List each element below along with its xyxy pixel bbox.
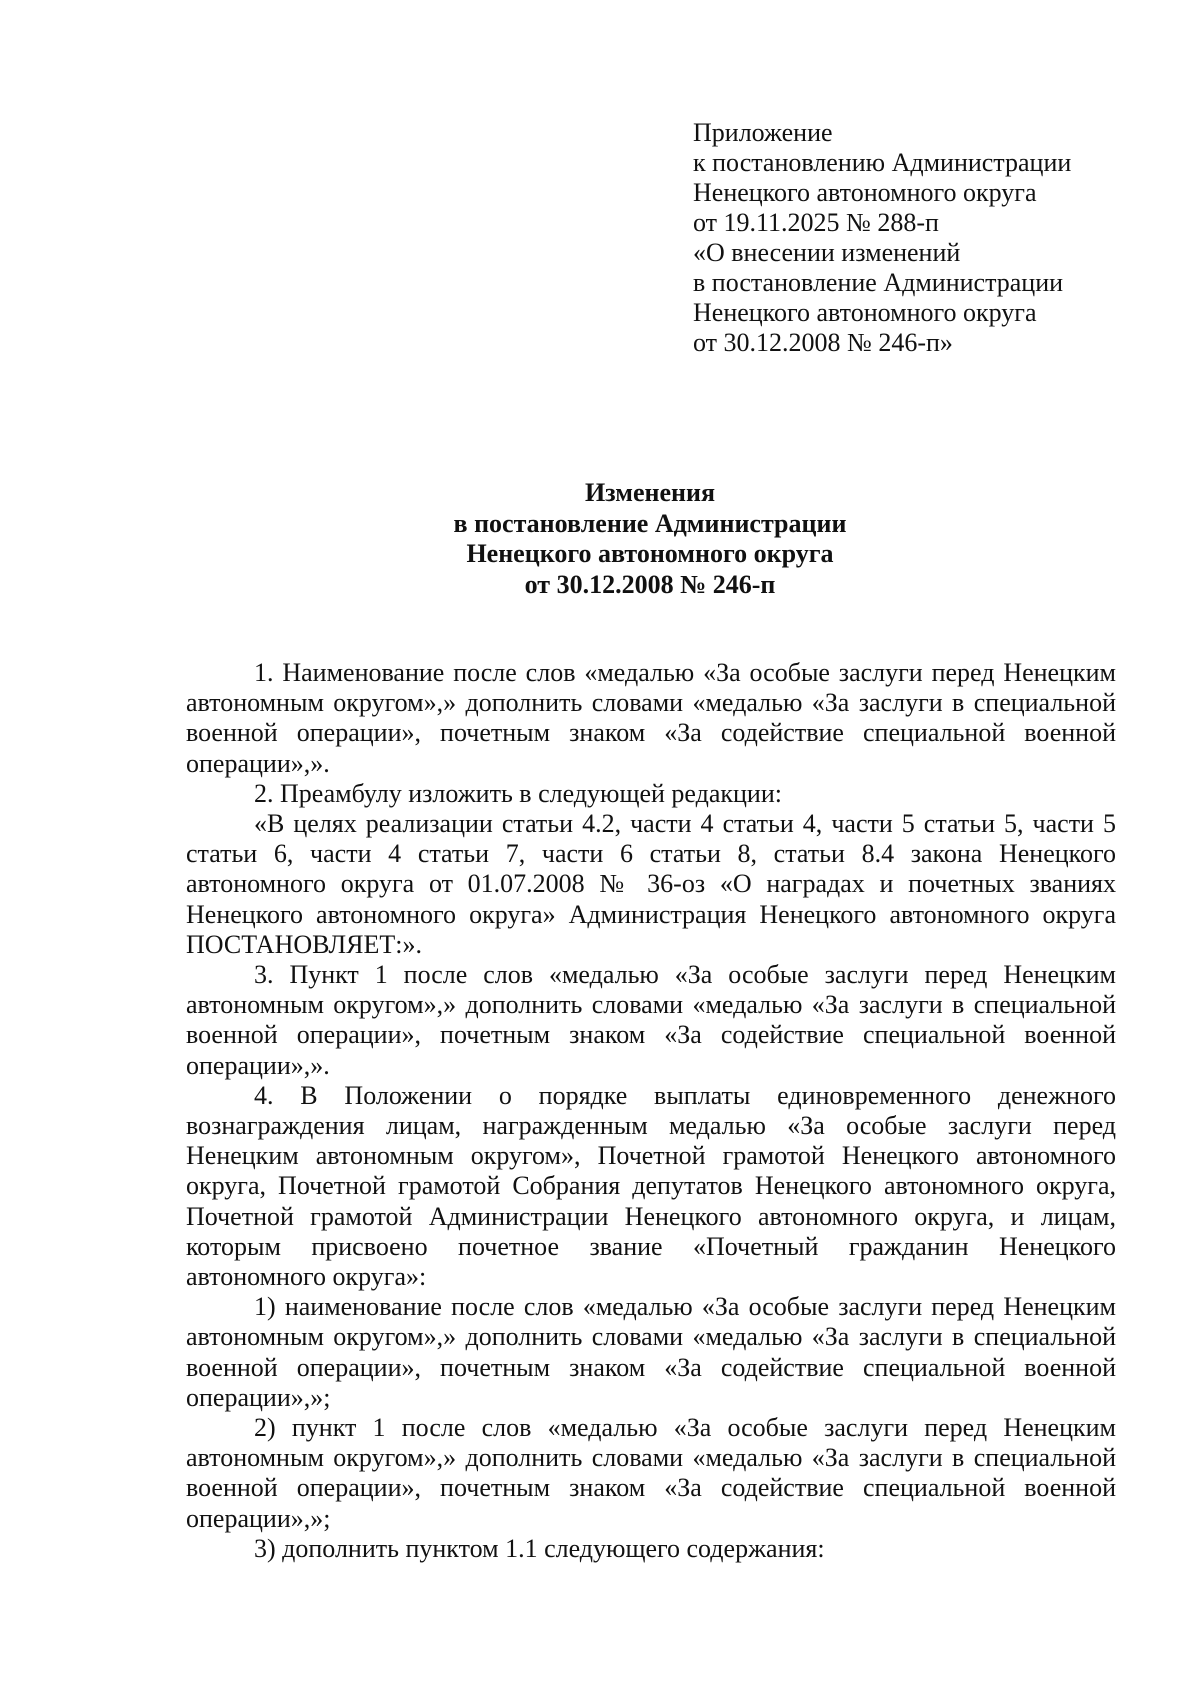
appendix-line: от 19.11.2025 № 288-п <box>693 208 939 237</box>
appendix-line: «О внесении изменений <box>693 238 961 267</box>
appendix-line: к постановлению Администрации <box>693 148 1072 177</box>
title-line: Изменения <box>584 478 716 507</box>
paragraph-item-2: 2. Преамбулу изложить в следующей редакции: <box>254 778 782 808</box>
paragraph-subitem-3: 3) дополнить пунктом 1.1 следующего содержания: <box>254 1533 825 1563</box>
title-line: Ненецкого автономного округа <box>466 539 834 568</box>
paragraph-item-4: 4. В Положении о порядке выплаты единовременного денежного вознаграждения лицам, награжденным медалью «За особые заслуги перед Ненецким автономным округом», Почетной грамотой Ненецкого автономного округа, Почетной грамотой Собрания депутатов Ненецкого автономного округа, Почетной грамотой Администрации Ненецкого автономного округа, и лицам, которым присвоено почетное звание «Почетный гражданин Ненецкого автономного округа»: <box>186 1080 1116 1292</box>
title-line: от 30.12.2008 № 246-п <box>524 569 776 599</box>
paragraph-subitem-2: 2) пункт 1 после слов «медалью «За особые заслуги перед Ненецким автономным округом»,» дополнить словами «медалью «За заслуги в специальной военной операции», почетным знаком «За содействие специальной военной операции»,»; <box>186 1413 1116 1533</box>
appendix-line: Ненецкого автономного округа <box>693 298 1037 327</box>
paragraph-item-1: 1. Наименование после слов «медалью «За особые заслуги перед Ненецким автономным округом»,» дополнить словами «медалью «За заслуги в специальной военной операции», почетным знаком «За содействие специальной военной операции»,». <box>186 658 1116 778</box>
paragraph-item-3: 3. Пункт 1 после слов «медалью «За особые заслуги перед Ненецким автономным округом»,» дополнить словами «медалью «За заслуги в специальной военной операции», почетным знаком «За содействие специальной военной операции»,». <box>186 960 1116 1080</box>
paragraph-preamble-text: «В целях реализации статьи 4.2, части 4 статьи 4, части 5 статьи 5, части 5 статьи 6, части 4 статьи 7, части 6 статьи 8, статьи 8.4 закона Ненецкого автономного округа от 01.07.2008 № 36-оз «О наградах и почетных званиях Ненецкого автономного округа» Администрация Ненецкого автономного округа ПОСТАНОВЛЯЕТ:». <box>186 809 1116 959</box>
appendix-line: от 30.12.2008 № 246-п» <box>693 328 953 357</box>
appendix-line: Приложение <box>693 118 833 147</box>
appendix-line: в постановление Администрации <box>693 268 1064 297</box>
document-body <box>186 658 1116 1564</box>
paragraph-subitem-1: 1) наименование после слов «медалью «За особые заслуги перед Ненецким автономным округом»,» дополнить словами «медалью «За заслуги в специальной военной операции», почетным знаком «За содействие специальной военной операции»,»; <box>186 1292 1116 1412</box>
title-line: в постановление Администрации <box>453 508 847 538</box>
appendix-block <box>693 118 1163 358</box>
document-title <box>180 478 1120 600</box>
appendix-line: Ненецкого автономного округа <box>693 178 1037 207</box>
